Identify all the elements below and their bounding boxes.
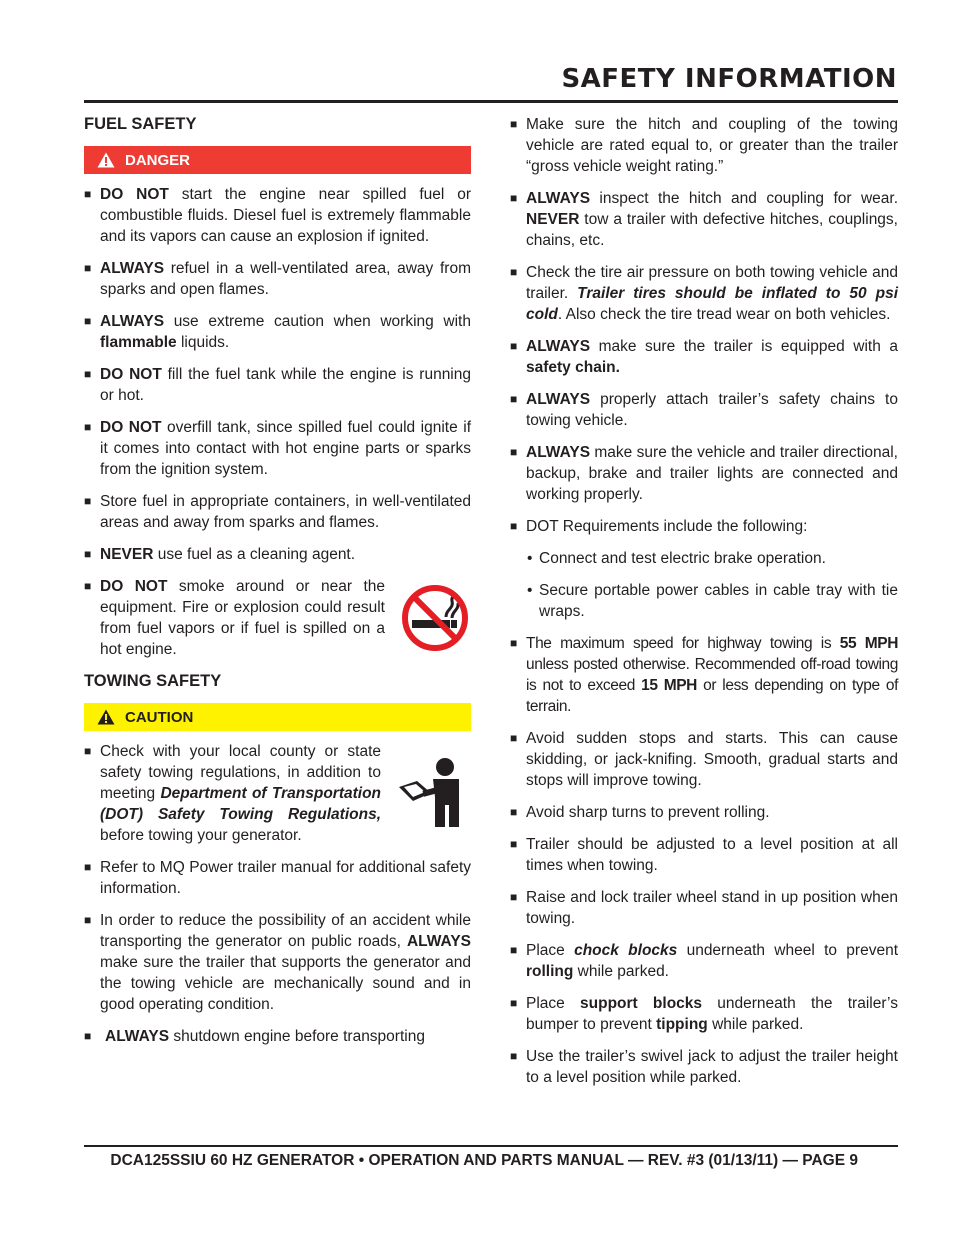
page-footer: DCA125SSIU 60 HZ GENERATOR • OPERATION AND PARTS MANUAL — REV. #3 (01/13/11) — PAGE 9 xyxy=(110,1152,858,1169)
round-bullet-icon: • xyxy=(527,550,533,567)
no-smoking-block xyxy=(84,576,471,660)
square-bullet-icon: ■ xyxy=(510,837,518,851)
list-item: ■ ALWAYS use extreme caution when working with flammable liquids. xyxy=(84,313,471,351)
page-title: SAFETY INFORMATION xyxy=(561,64,897,94)
list-item: ■ Place chock blocks underneath wheel to prevent rolling while parked. xyxy=(510,942,898,980)
square-bullet-icon: ■ xyxy=(84,744,92,758)
list-item: ■ ALWAYS refuel in a well-ventilated area, away from sparks and open flames. xyxy=(84,260,471,298)
no-smoking-figure xyxy=(399,576,471,660)
list-item: ■ ALWAYS properly attach trailer’s safety chains to towing vehicle. xyxy=(510,391,898,429)
square-bullet-icon: ■ xyxy=(510,339,518,353)
square-bullet-icon: ■ xyxy=(84,913,92,927)
towing-safety-heading: TOWING SAFETY xyxy=(84,672,222,690)
square-bullet-icon: ■ xyxy=(510,445,518,459)
square-bullet-icon: ■ xyxy=(510,636,518,650)
list-item: ■ ALWAYS make sure the vehicle and trailer directional, backup, brake and trailer lights are connected and working properly. xyxy=(510,444,898,503)
square-bullet-icon: ■ xyxy=(510,117,518,131)
list-item: ■ The maximum speed for highway towing is 55 MPH unless posted otherwise. Recommended off-road towing is not to exceed 15 MPH or less depending on type of terrain. xyxy=(510,635,898,715)
dot-requirement-item: • Connect and test electric brake operation. xyxy=(527,550,826,567)
fuel-safety-heading: FUEL SAFETY xyxy=(84,115,197,133)
footer-divider xyxy=(84,1145,898,1147)
list-item: ■ ALWAYS inspect the hitch and coupling for wear. NEVER tow a trailer with defective hitches, couplings, chains, etc. xyxy=(510,190,898,249)
list-item: ■ Store fuel in appropriate containers, in well-ventilated areas and away from sparks and flames. xyxy=(84,493,471,531)
list-item: ■ DO NOT fill the fuel tank while the engine is running or hot. xyxy=(84,366,471,404)
list-item: ■ In order to reduce the possibility of an accident while transporting the generator on public roads, ALWAYS make sure the trailer that supports the generator and the towing vehicle are mechanically sound and in good operating condition. xyxy=(84,912,471,1013)
list-item: ■ DOT Requirements include the following: xyxy=(510,518,808,535)
list-item: ■ Avoid sudden stops and starts. This can cause skidding, or jack-knifing. Smooth, gradual starts and stops will improve towing. xyxy=(510,730,898,789)
list-item: ■ Make sure the hitch and coupling of the towing vehicle are rated equal to, or greater than the trailer “gross vehicle weight rating.” xyxy=(510,116,898,175)
danger-banner xyxy=(84,146,471,174)
list-item: ■ Place support blocks underneath the trailer’s bumper to prevent tipping while parked. xyxy=(510,995,898,1033)
square-bullet-icon: ■ xyxy=(84,367,92,381)
list-item: ■ Check the tire air pressure on both towing vehicle and trailer. Trailer tires should be inflated to 50 psi cold. Also check the tire tread wear on both vehicles. xyxy=(510,264,898,323)
list-item: ■ DO NOT start the engine near spilled fuel or combustible fluids. Diesel fuel is extremely flammable and its vapors can cause an explosion if ignited. xyxy=(84,186,471,245)
read-manual-block xyxy=(84,741,471,846)
square-bullet-icon: ■ xyxy=(84,187,92,201)
square-bullet-icon: ■ xyxy=(510,731,518,745)
warning-triangle-icon xyxy=(97,152,115,168)
list-item: ■ DO NOT smoke around or near the equipment. Fire or explosion could result from fuel vapors or if fuel is spilled on a hot engine. xyxy=(84,578,385,658)
square-bullet-icon: ■ xyxy=(84,314,92,328)
square-bullet-icon: ■ xyxy=(510,996,518,1010)
danger-label: DANGER xyxy=(125,151,191,169)
caution-label: CAUTION xyxy=(125,708,194,726)
square-bullet-icon: ■ xyxy=(84,494,92,508)
square-bullet-icon: ■ xyxy=(510,265,518,279)
no-smoking-icon xyxy=(400,583,470,653)
list-item: ■ ALWAYS make sure the trailer is equipped with a safety chain. xyxy=(510,338,898,376)
read-manual-icon xyxy=(395,757,471,831)
square-bullet-icon: ■ xyxy=(84,261,92,275)
dot-requirement-item: • Secure portable power cables in cable tray with tie wraps. xyxy=(527,582,898,620)
square-bullet-icon: ■ xyxy=(510,943,518,957)
list-item: ■ ALWAYS shutdown engine before transporting xyxy=(84,1028,425,1045)
list-item: ■ DO NOT overfill tank, since spilled fuel could ignite if it comes into contact with hot engine parts or sparks from the ignition system. xyxy=(84,419,472,478)
square-bullet-icon: ■ xyxy=(510,191,518,205)
square-bullet-icon: ■ xyxy=(510,890,518,904)
square-bullet-icon: ■ xyxy=(84,579,92,593)
square-bullet-icon: ■ xyxy=(84,860,92,874)
list-item: ■ Raise and lock trailer wheel stand in up position when towing. xyxy=(510,889,898,927)
list-item: ■ Use the trailer’s swivel jack to adjust the trailer height to a level position while parked. xyxy=(510,1048,898,1086)
list-item: ■ Avoid sharp turns to prevent rolling. xyxy=(510,804,770,821)
square-bullet-icon: ■ xyxy=(510,805,518,819)
list-item: ■ Check with your local county or state safety towing regulations, in addition to meeting Department of Transportation (DOT) Safety Towing Regulations, before towing your generator. xyxy=(84,743,381,844)
square-bullet-icon: ■ xyxy=(84,1029,92,1043)
list-item: ■ Refer to MQ Power trailer manual for additional safety information. xyxy=(84,859,471,897)
square-bullet-icon: ■ xyxy=(84,547,92,561)
left-column xyxy=(84,110,471,1058)
square-bullet-icon: ■ xyxy=(510,519,518,533)
round-bullet-icon: • xyxy=(527,582,533,599)
right-column xyxy=(510,114,898,1099)
square-bullet-icon: ■ xyxy=(510,1049,518,1063)
read-manual-figure xyxy=(395,741,471,846)
title-divider xyxy=(84,100,898,103)
square-bullet-icon: ■ xyxy=(84,420,92,434)
square-bullet-icon: ■ xyxy=(510,392,518,406)
list-item: ■ Trailer should be adjusted to a level position at all times when towing. xyxy=(510,836,898,874)
warning-triangle-icon xyxy=(97,709,115,725)
caution-banner xyxy=(84,703,471,731)
list-item: ■ NEVER use fuel as a cleaning agent. xyxy=(84,546,356,563)
